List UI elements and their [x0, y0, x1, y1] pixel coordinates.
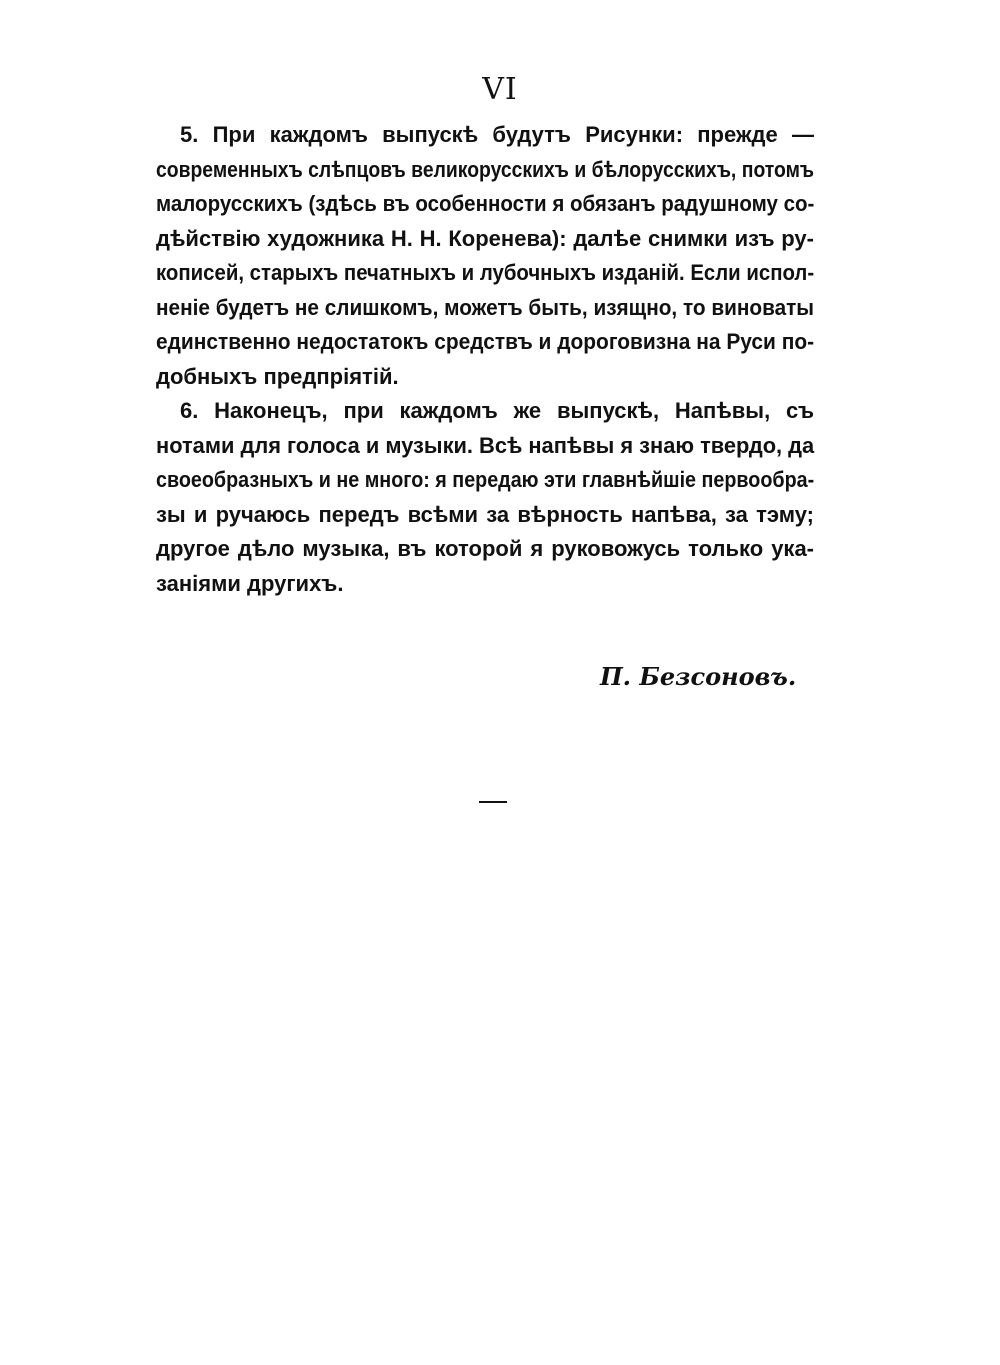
- text-line: современныхъ слѣпцовъ великорусскихъ и бѣлорусскихъ, потомъ: [156, 156, 815, 182]
- text-line: другое дѣло музыка, въ которой я руковожусь только ука-: [156, 536, 814, 561]
- text-line: заніями другихъ.: [156, 570, 344, 596]
- text-line: 6. Наконецъ, при каждомъ же выпускѣ, Напѣвы, съ: [180, 398, 814, 423]
- text-line: неніе будетъ не слишкомъ, можетъ быть, изящно, то виноваты: [156, 294, 815, 320]
- text-line: единственно недостатокъ средствъ и дороговизна на Руси по-: [156, 329, 815, 354]
- text-line: добныхъ предпріятій.: [156, 363, 399, 389]
- page-number: VI: [482, 72, 518, 107]
- body-text: [156, 118, 814, 601]
- text-line: малорусскихъ (здѣсь въ особенности я обязанъ радушному со-: [156, 191, 815, 216]
- text-line: нотами для голоса и музыки. Всѣ напѣвы я знаю твердо, да: [156, 432, 815, 458]
- signature: П. Безсоновъ.: [600, 662, 797, 691]
- paragraph-6: [156, 394, 814, 601]
- text-line: кописей, старыхъ печатныхъ и лубочныхъ изданій. Если испол-: [156, 260, 815, 285]
- text-line: 5. При каждомъ выпускѣ будутъ Рисунки: прежде —: [180, 122, 814, 147]
- end-rule: [479, 801, 507, 803]
- text-line: своеобразныхъ и не много: я передаю эти главнѣйшіе первообра-: [156, 467, 815, 492]
- text-line: зы и ручаюсь передъ всѣми за вѣрность напѣва, за тэму;: [156, 501, 814, 527]
- paragraph-5: [156, 118, 814, 394]
- text-line: дѣйствію художника Н. Н. Коренева): далѣе снимки изъ ру-: [156, 225, 814, 251]
